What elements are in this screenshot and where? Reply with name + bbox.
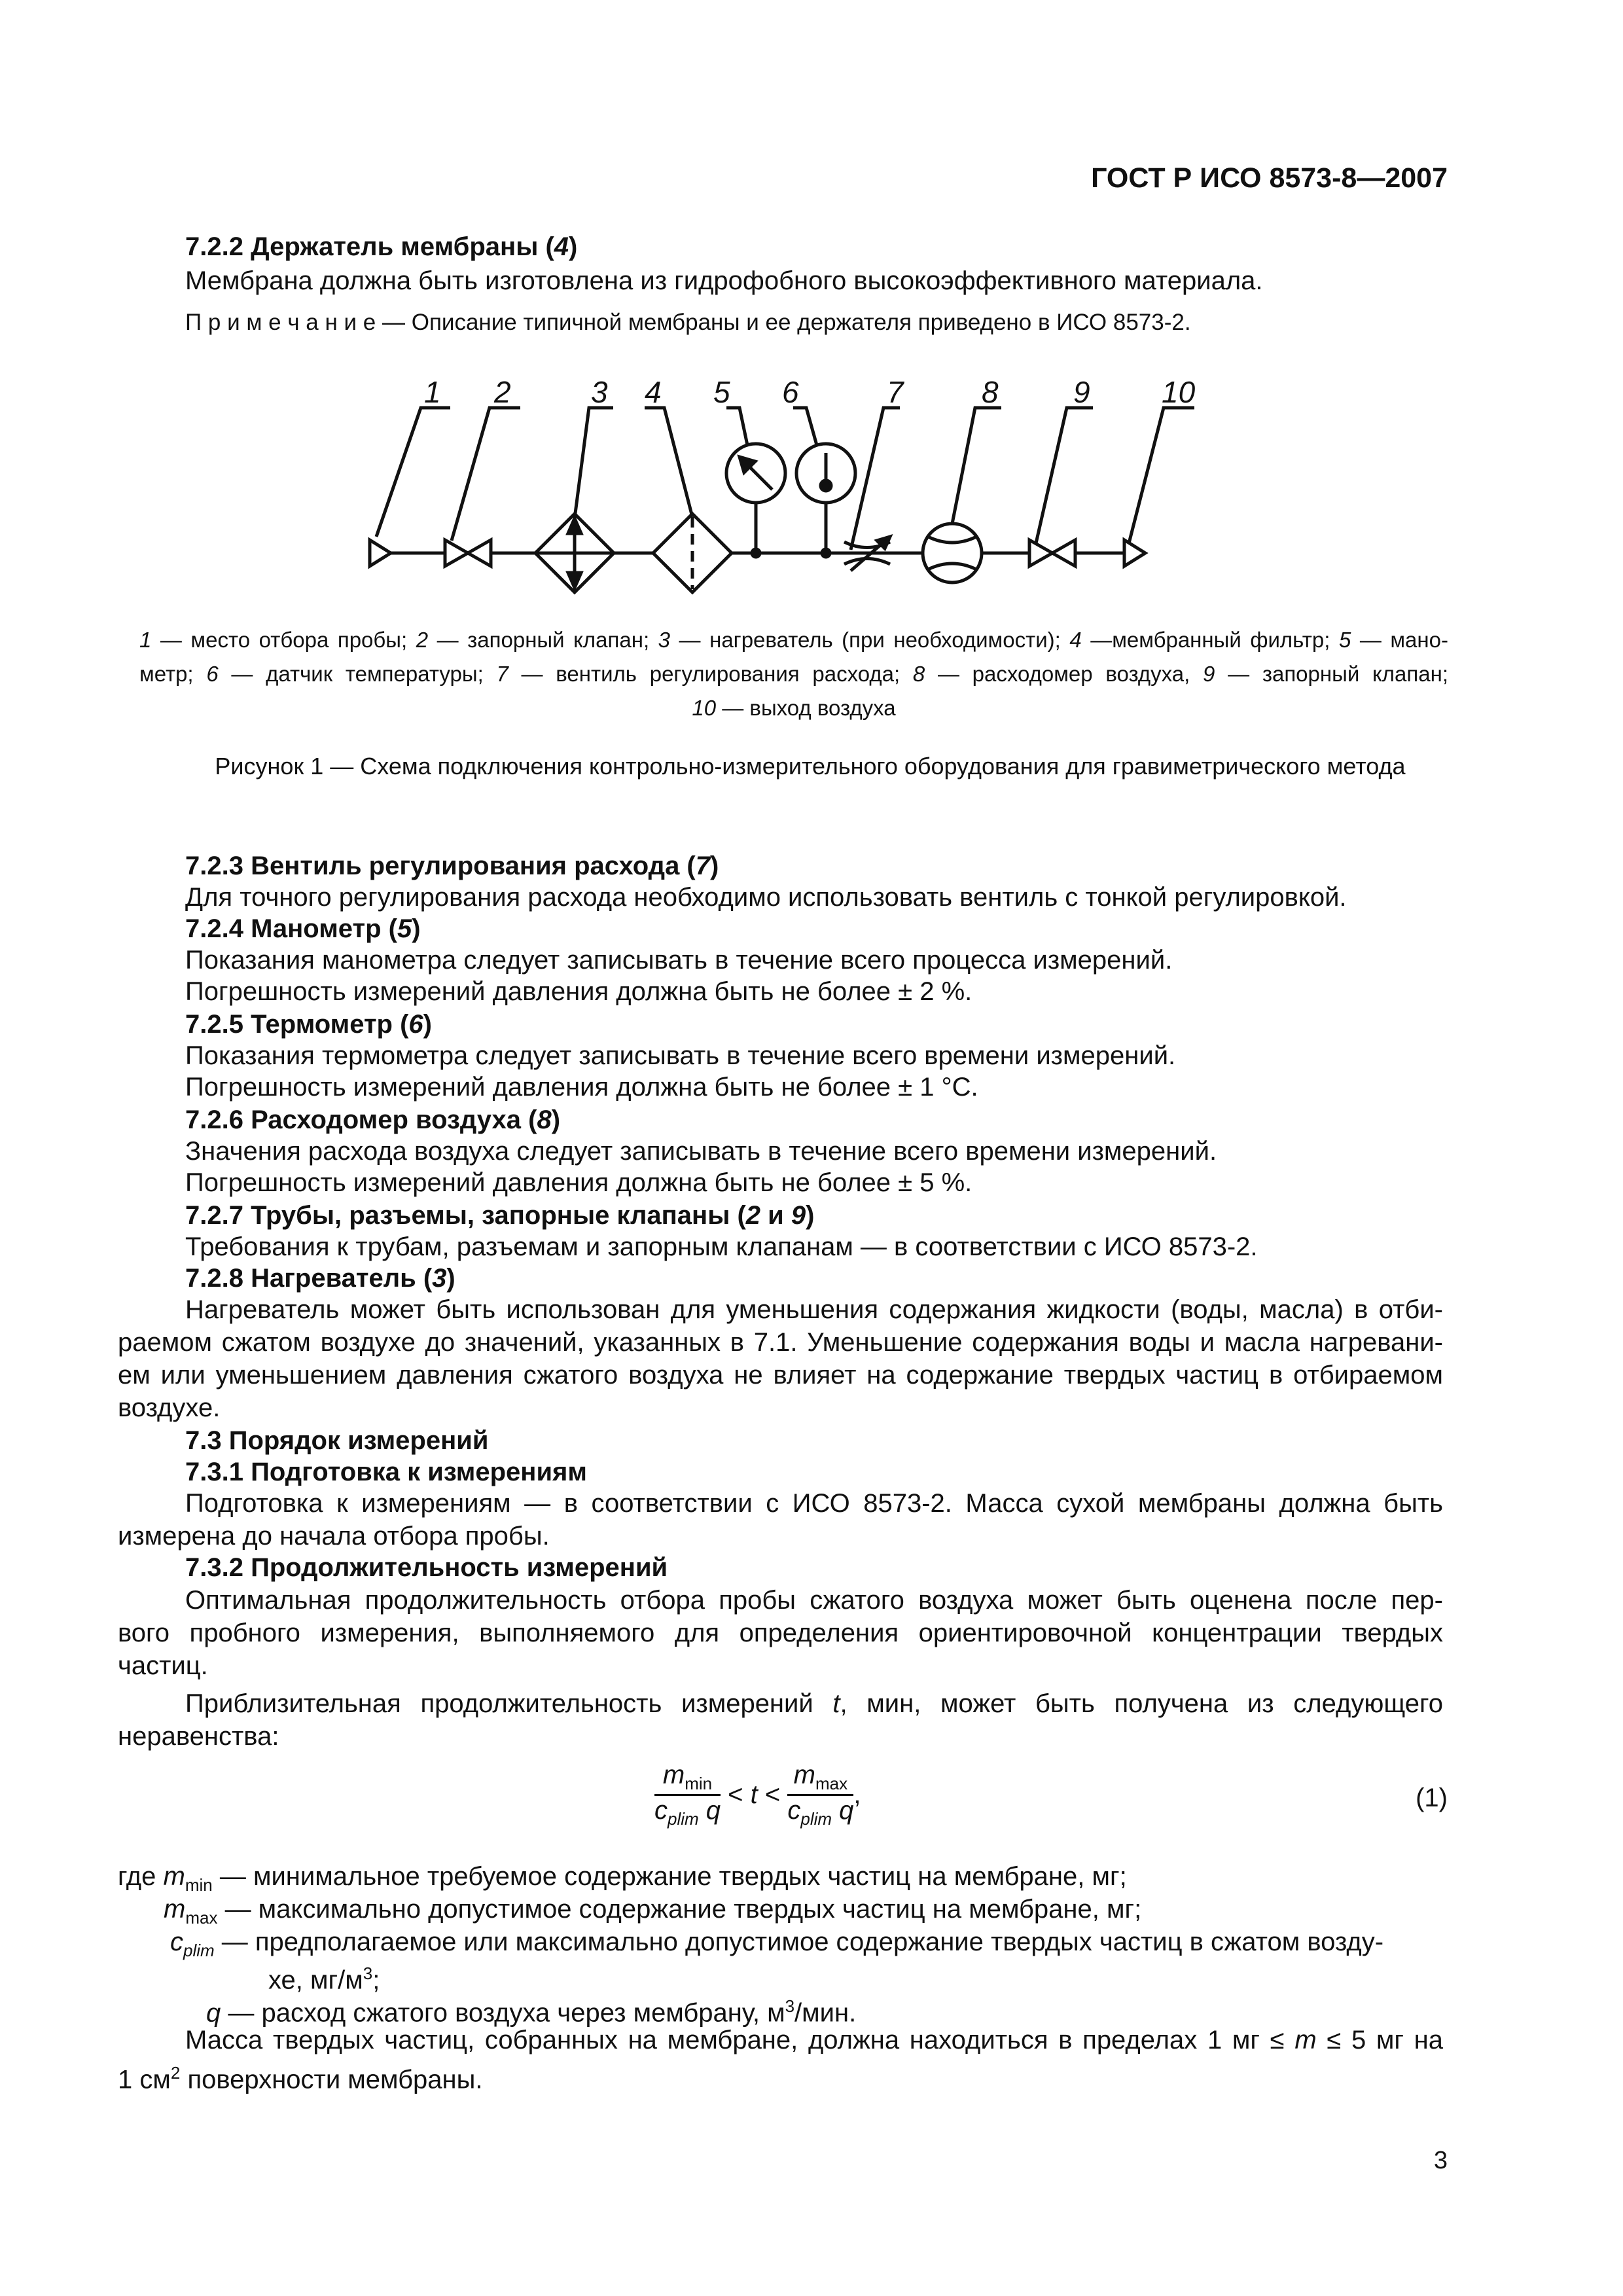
section-7-2-6-text-1: Значения расхода воздуха следует записывать в течение всего времени измерений. [185, 1137, 1217, 1166]
figure-legend-line-2: метр; 6 — датчик температуры; 7 — вентиль регулирования расхода; 8 — расходомер воздуха, 9 — запорный клапан; [139, 662, 1449, 686]
figure-caption: Рисунок 1 — Схема подключения контрольно-измерительного оборудования для гравиметрического метода [215, 753, 1406, 780]
section-7-3-heading: 7.3 Порядок измерений [185, 1426, 489, 1455]
section-7-3-1-heading: 7.3.1 Подготовка к измерениям [185, 1458, 587, 1486]
sampling-point-symbol [370, 540, 391, 566]
diagram-label-8: 8 [982, 375, 999, 409]
formula-number: (1) [1416, 1784, 1448, 1812]
air-outlet-symbol [1124, 540, 1145, 566]
diagram-label-2: 2 [494, 375, 511, 409]
section-7-2-8-heading: 7.2.8 Нагреватель (3) [185, 1264, 455, 1293]
diagram-label-5: 5 [713, 375, 730, 409]
section-7-2-8-line-3: ем или уменьшением давления сжатого воздуха не влияет на содержание твердых частиц в отбираемом [118, 1361, 1443, 1390]
section-7-3-2-p1-line-3: частиц. [118, 1651, 208, 1680]
section-7-2-6-heading: 7.2.6 Расходомер воздуха (8) [185, 1105, 561, 1134]
section-7-2-5-text-1: Показания термометра следует записывать в течение всего времени измерений. [185, 1041, 1176, 1070]
section-7-3-2-p2-line-2: неравенства: [118, 1722, 279, 1751]
section-7-3-1-line-2: измерена до начала отбора пробы. [118, 1522, 550, 1551]
page-number: 3 [1433, 2147, 1448, 2174]
figure-legend-line-1: 1 — место отбора пробы; 2 — запорный клапан; 3 — нагреватель (при необходимости); 4 —мембранный фильтр; 5 — мано- [139, 628, 1448, 652]
where-line-4: q — расход сжатого воздуха через мембрану, $м^3$/мин. [206, 1996, 857, 2028]
note: П р и м е ч а н и е — Описание типичной мембраны и ее держателя приведено в ИСО 8573-2. [185, 310, 1191, 335]
connection-diagram [0, 367, 1623, 615]
section-7-2-4-text-2: Погрешность измерений давления должна быть не более ± 2 %. [185, 977, 972, 1006]
section-7-2-5-heading: 7.2.5 Термометр (6) [185, 1010, 432, 1039]
section-7-2-7-text: Требования к трубам, разъемам и запорным клапанам — в соответствии с ИСО 8573-2. [185, 1232, 1258, 1261]
final-line-1: Масса твердых частиц, собранных на мембране, должна находиться в пределах 1 мг ≤ m ≤ 5 мг на [185, 2026, 1444, 2054]
fraction-min: $\frac{m_{min}}{c_{plim} q}$ [654, 1761, 721, 1829]
section-7-3-1-line-1: Подготовка к измерениям — в соответствии с ИСО 8573-2. Масса сухой мембраны должна быть [185, 1489, 1443, 1518]
section-7-3-2-p1-line-2: вого пробного измерения, выполняемого для определения ориентировочной концентрации твердых [118, 1619, 1443, 1647]
section-7-2-6-text-2: Погрешность измерений давления должна быть не более ± 5 %. [185, 1168, 972, 1197]
section-7-2-8-line-2: раемом сжатом воздухе до значений, указанных в 7.1. Уменьшение содержания воды и масла нагревани- [118, 1328, 1443, 1357]
diagram-label-10: 10 [1162, 375, 1196, 409]
formula-1: $\frac{m_{min}}{c_{plim} q}$ < t < $\frac{m_{max}}{c_{plim} q}$ , [654, 1761, 861, 1829]
section-7-3-2-heading: 7.3.2 Продолжительность измерений [185, 1553, 668, 1582]
section-7-2-2-heading: 7.2.2 Держатель мембраны (4) [185, 232, 578, 261]
section-7-3-2-p2-line-1: Приблизительная продолжительность измерений t, мин, может быть получена из следующего [185, 1689, 1443, 1718]
section-7-2-8-line-1: Нагреватель может быть использован для уменьшения содержания жидкости (воды, масла) в отби- [185, 1295, 1443, 1324]
section-7-2-3-text: Для точного регулирования расхода необходимо использовать вентиль с тонкой регулировкой. [185, 883, 1347, 912]
flowmeter-symbol [923, 524, 982, 583]
where-line-1: где $m_{min}$ — минимальное требуемое содержание твердых частиц на мембране, мг; [118, 1862, 1127, 1895]
section-7-2-5-text-2: Погрешность измерений давления должна быть не более ± 1 °С. [185, 1073, 978, 1102]
diagram-label-7: 7 [887, 375, 904, 409]
figure-legend-line-3: 10 — выход воздуха [692, 696, 896, 720]
section-7-2-2-text: Мембрана должна быть изготовлена из гидрофобного высокоэффективного материала. [185, 266, 1263, 295]
where-line-3b: хе, $мг/м^3$; [268, 1964, 380, 1995]
section-7-2-8-line-4: воздухе. [118, 1393, 221, 1422]
diagram-label-4: 4 [645, 375, 662, 409]
section-7-2-4-heading: 7.2.4 Манометр (5) [185, 914, 421, 943]
diagram-label-6: 6 [782, 375, 799, 409]
section-7-2-3-heading: 7.2.3 Вентиль регулирования расхода (7) [185, 852, 719, 880]
section-7-2-4-text-1: Показания манометра следует записывать в течение всего процесса измерений. [185, 946, 1173, 975]
diagram-label-3: 3 [591, 375, 608, 409]
document-header: ГОСТ Р ИСО 8573-8—2007 [1091, 162, 1448, 194]
final-line-2: 1 $см^2$ поверхности мембраны. [118, 2063, 483, 2094]
diagram-label-9: 9 [1073, 375, 1090, 409]
shutoff-valve-2-symbol [1029, 540, 1052, 566]
section-7-3-2-p1-line-1: Оптимальная продолжительность отбора пробы сжатого воздуха может быть оценена после пер- [185, 1586, 1443, 1615]
where-line-3: $c_{plim}$ — предполагаемое или максимально допустимое содержание твердых частиц в сжатом возду- [170, 1928, 1384, 1960]
shutoff-valve-1-symbol [445, 540, 468, 566]
diagram-label-1: 1 [424, 375, 441, 409]
section-7-2-7-heading: 7.2.7 Трубы, разъемы, запорные клапаны (2 и 9) [185, 1201, 815, 1230]
fraction-max: $\frac{m_{max}}{c_{plim} q}$ [787, 1761, 854, 1829]
where-line-2: $m_{max}$ — максимально допустимое содержание твердых частиц на мембране, мг; [164, 1895, 1142, 1928]
